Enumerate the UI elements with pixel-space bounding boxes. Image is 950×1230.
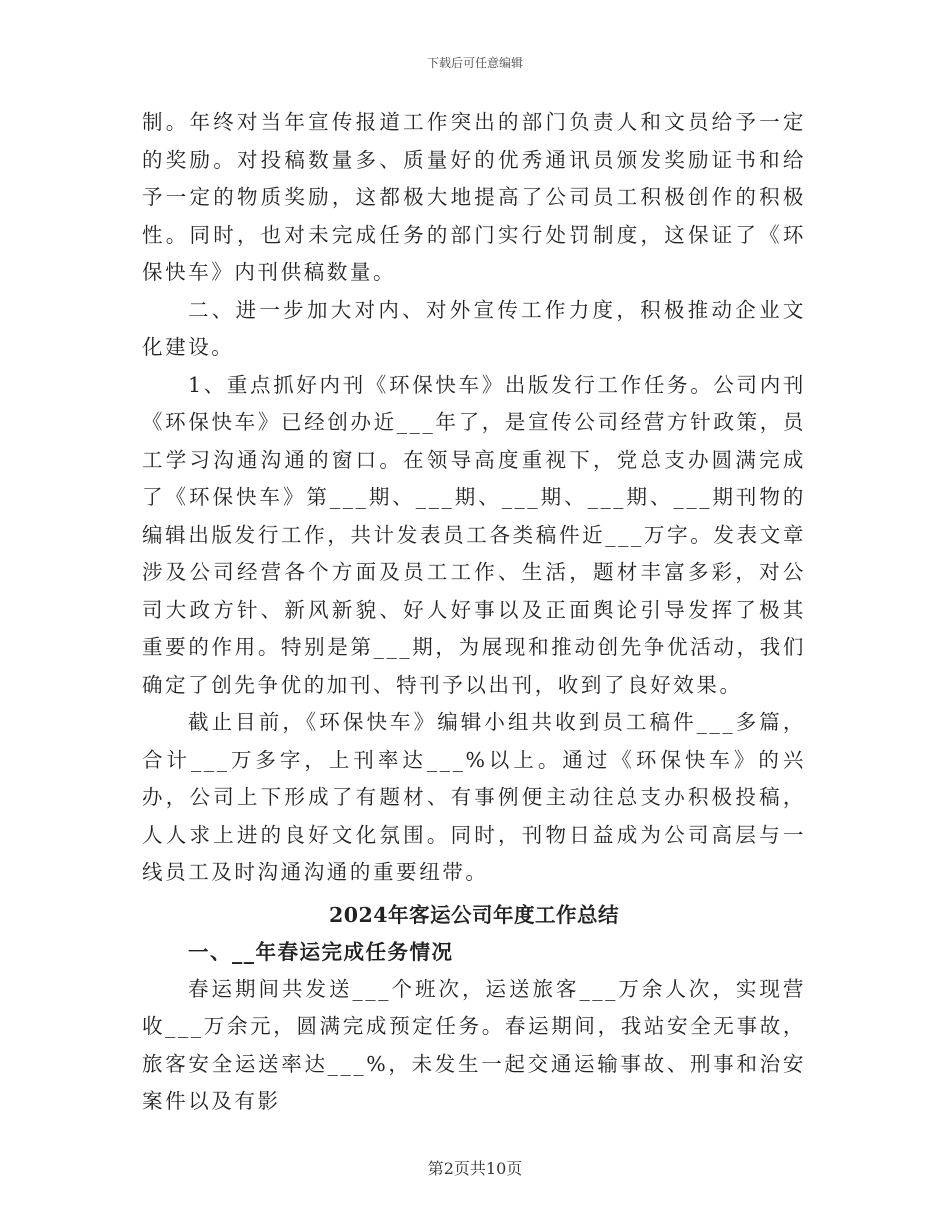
paragraph-spring-transport: 春运期间共发送___个班次，运送旅客___万余人次，实现营收___万余元，圆满完成预定任务。春运期间，我站安全无事故，旅客安全运送率达___%，未发生一起交通运输事故、刑事和治安案件以及有影 (142, 976, 806, 1113)
paragraph-internal-journal: 1、重点抓好内刊《环保快车》出版发行工作任务。公司内刊《环保快车》已经创办近___年了，是宣传公司经营方针政策，员工学习沟通沟通的窗口。在领导高度重视下，党总支办圆满完成了《环保快车》第___期、___期、___期、___期、___期刊物的编辑出版发行工作，共计发表员工各类稿件近___万字。发表文章涉及公司经营各个方面及员工工作、生活，题材丰富多彩，对公司大政方针、新风新貌、好人好事以及正面舆论引导发挥了极其重要的作用。特别是第___期，为展现和推动创先争优活动，我们确定了创先争优的加刊、特刊予以出刊，收到了良好效果。 (142, 372, 806, 697)
paragraph-section-two-heading: 二、进一步加大对内、对外宣传工作力度，积极推动企业文化建设。 (142, 297, 806, 359)
page-header: 下载后可任意编辑 (426, 56, 523, 70)
document-body (142, 104, 806, 1121)
paragraph-reward-system: 制。年终对当年宣传报道工作突出的部门负责人和文员给予一定的奖励。对投稿数量多、质量好的优秀通讯员颁发奖励证书和给予一定的物质奖励，这都极大地提高了公司员工积极创作的积极性。同时，也对未完成任务的部门实行处罚制度，这保证了《环保快车》内刊供稿数量。 (142, 110, 806, 284)
paragraph-submission-stats: 截止目前，《环保快车》编辑小组共收到员工稿件___多篇，合计___万多字，上刊率达___%以上。通过《环保快车》的兴办，公司上下形成了有题材、有事例便主动往总支办积极投稿，人人求上进的良好文化氛围。同时，刊物日益成为公司高层与一线员工及时沟通沟通的重要纽带。 (142, 710, 806, 884)
section-heading: 一、__年春运完成任务情况 (188, 939, 454, 964)
document-title: 2024年客运公司年度工作总结 (328, 902, 620, 927)
page-footer: 第2页共10页 (427, 1159, 523, 1178)
